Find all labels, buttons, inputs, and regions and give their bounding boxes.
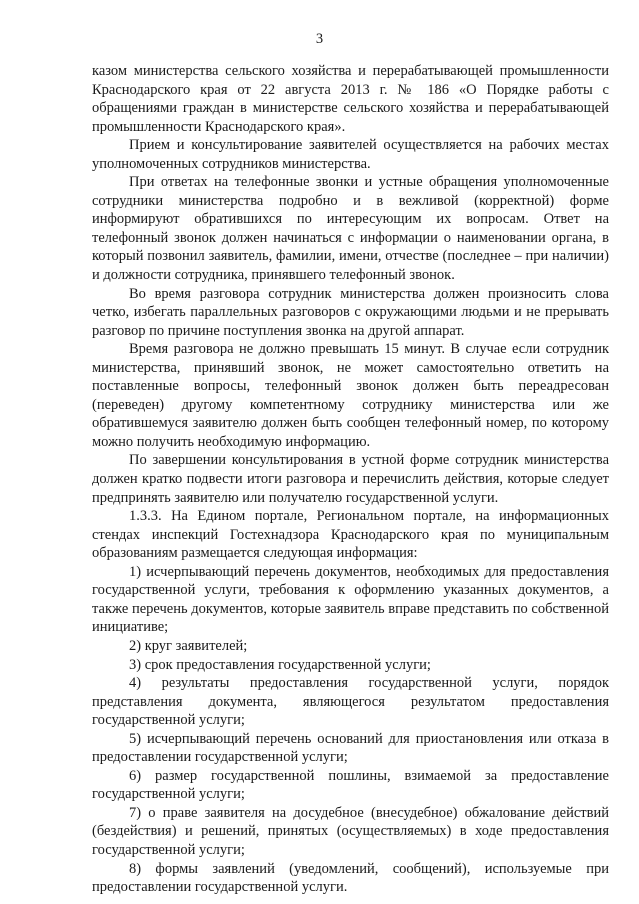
list-item-8: 8) формы заявлений (уведомлений, сообщений), используемые при предоставлении государственной услуги. <box>92 860 609 896</box>
list-item-2: 2) круг заявителей; <box>129 637 248 654</box>
paragraph-4: Во время разговора сотрудник министерства должен произносить слова четко, избегать параллельных разговоров с окружающими людьми и не прерывать разговор по причине поступления звонка на другой аппарат. <box>92 285 609 339</box>
list-item-4: 4) результаты предоставления государственной услуги, порядок представления документа, являющегося результатом предоставления государственной услуги; <box>92 675 609 729</box>
list-item-6: 6) размер государственной пошлины, взимаемой за предоставление государственной услуги; <box>92 767 609 803</box>
section-1-3-3-heading: 1.3.3. На Едином портале, Региональном портале, на информационных стендах инспекций Гостехнадзора Краснодарского края по муниципальным образованиям размещается следующая информация: <box>92 508 609 562</box>
paragraph-1: казом министерства сельского хозяйства и перерабатывающей промышленности Краснодарского края от 22 августа 2013 г. № 186 «О Порядке работы с обращениями граждан в министерстве сельского хозяйства и перерабатывающей промышленности Краснодарского края». <box>92 63 609 135</box>
list-item-7: 7) о праве заявителя на досудебное (внесудебное) обжалование действий (бездействия) и решений, принятых (осуществляемых) в ходе предоставления государственной услуги; <box>92 804 609 858</box>
list-item-5: 5) исчерпывающий перечень оснований для приостановления или отказа в предоставлении государственной услуги; <box>92 730 609 766</box>
paragraph-5: Время разговора не должно превышать 15 минут. В случае если сотрудник министерства, принявший звонок, не может самостоятельно ответить на поставленные вопросы, телефонный звонок должен быть переадресован (переведен) другому компетентному сотруднику министерства или же обратившемуся заявителю должен быть сообщен телефонный номер, по которому можно получить необходимую информацию. <box>92 341 609 450</box>
list-item-1: 1) исчерпывающий перечень документов, необходимых для предоставления государственной услуги, требования к оформлению указанных документов, а также перечень документов, которые заявитель вправе представить по собственной инициативе; <box>92 563 609 636</box>
paragraph-3: При ответах на телефонные звонки и устные обращения уполномоченные сотрудники министерства подробно и в вежливой (корректной) форме информируют обратившихся по интересующим их вопросам. Ответ на телефонный звонок должен начинаться с информации о наименовании органа, в который позвонил заявитель, фамилии, имени, отчестве (последнее – при наличии) и должности сотрудника, принявшего телефонный звонок. <box>92 174 609 284</box>
list-item-3: 3) срок предоставления государственной услуги; <box>129 656 431 673</box>
paragraph-2: Прием и консультирование заявителей осуществляется на рабочих местах уполномоченных сотрудников министерства. <box>92 137 609 172</box>
document-body <box>92 62 609 897</box>
paragraph-6: По завершении консультирования в устной форме сотрудник министерства должен кратко подвести итоги разговора и перечислить действия, которые следует предпринять заявителю или получателю государственной услуги. <box>92 452 609 506</box>
page-number: 3 <box>315 31 324 47</box>
